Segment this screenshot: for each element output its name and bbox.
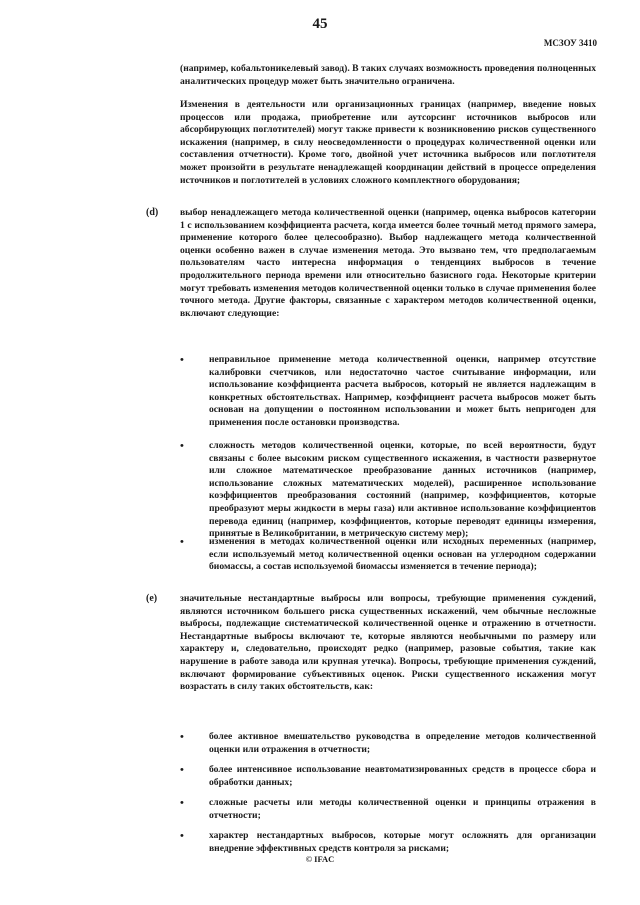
bullet-marker: • bbox=[180, 536, 184, 548]
bullet-marker: • bbox=[180, 764, 184, 776]
bullet-marker: • bbox=[180, 731, 184, 743]
e-bullet-item: более интенсивное использование неавтоматизированных средств в процессе сбора и обработки данных; bbox=[209, 764, 596, 788]
item-e-label: (e) bbox=[146, 593, 158, 604]
e-bullet-item: сложные расчеты или методы количественной оценки и принципы отражения в отчетности; bbox=[209, 797, 596, 821]
d-bullet-item: неправильное применение метода количественной оценки, например отсутствие калибровки счетчиков, или недостаточно частое считывание информации, или использование коэффициента расчета выбросов, который не является надлежащим в конкретных обстоятельствах. Например, коэффициент расчета выбросов может быть основан на допущении о постоянном использовании и может быть непригоден для применения после остановки производства. bbox=[209, 354, 596, 428]
d-bullet-item: сложность методов количественной оценки, которые, по всей вероятности, будут связаны с более высоким риском существенного искажения, в частности развернутое или сложное математическое преобразование данных источников (например, использование сложных математических моделей), расширенное использование коэффициентов преобразования состояний (например, коэффициентов, которые преобразуют меры жидкости в меры газа) или активное использование коэффициентов перевода единиц (например, коэффициентов, которые переводят единицы измерения, принятые в Великобритании, в метрическую систему мер); bbox=[209, 440, 596, 540]
page-number: 45 bbox=[312, 16, 328, 32]
e-bullet-item: характер нестандартных выбросов, которые могут осложнять для организации внедрение эффективных средств контроля за рисками; bbox=[209, 830, 596, 854]
document-code: МСЗОУ 3410 bbox=[543, 38, 597, 48]
bullet-marker: • bbox=[180, 440, 184, 452]
footer-copyright: © IFAC bbox=[305, 854, 335, 864]
e-bullet-item: более активное вмешательство руководства в определение методов количественной оценки или отражения в отчетности; bbox=[209, 731, 596, 755]
bullet-marker: • bbox=[180, 830, 184, 842]
item-e-text: значительные нестандартные выбросы или вопросы, требующие применения суждений, являются источником большего риска существенных искажений, чем обычные несложные выбросы, подлежащие систематической количественной оценке и отражению в отчетности. Нестандартные выбросы включают те, которые являются необычными по размеру или характеру и, следовательно, происходят редко (например, разовые события, такие как нарушение в работе завода или крупная утечка). Вопросы, требующие применения суждений, включают формирование субъективных оценок. Риски существенного искажения могут возрастать в силу таких обстоятельств, как: bbox=[180, 593, 596, 693]
bullet-marker: • bbox=[180, 797, 184, 809]
paragraph-continuation: (например, кобальтоникелевый завод). В таких случаях возможность проведения полноценных аналитических процедур может быть значительно ограничена. bbox=[180, 63, 596, 87]
item-d-label: (d) bbox=[146, 207, 159, 218]
bullet-marker: • bbox=[180, 354, 184, 366]
paragraph-organizational-changes: Изменения в деятельности или организационных границах (например, введение новых процессов или продажа, приобретение или аутсорсинг источников выбросов или абсорбирующих поглотителей) могут также привести к возникновению рисков существенного искажения (например, в силу неосведомленности о процедурах количественной оценки или составления отчетности). Кроме того, двойной учет источника выбросов или поглотителя может произойти в результате ненадлежащей координации действий в процессе определения источников и поглотителей в условиях сложного комплектного оборудования; bbox=[180, 99, 596, 186]
d-bullet-item: изменения в методах количественной оценки или исходных переменных (например, если используемый метод количественной оценки основан на углеродном содержании биомассы, а состав используемой биомассы изменяется в течение периода); bbox=[209, 536, 596, 573]
item-d-text: выбор ненадлежащего метода количественной оценки (например, оценка выбросов категории 1 с использованием коэффициента расчета, когда имеется более точный метод прямого замера, применение которого более целесообразно). Выбор надлежащего метода количественной оценки особенно важен в случае изменения метода. Это вызвано тем, что предполагаемым пользователям часто интересна информация о тенденциях выбросов в течение продолжительного периода времени или относительно базисного года. Некоторые критерии могут требовать изменения методов количественной оценки только в случае применения более точного метода. Другие факторы, связанные с характером методов количественной оценки, включают следующие: bbox=[180, 207, 596, 319]
